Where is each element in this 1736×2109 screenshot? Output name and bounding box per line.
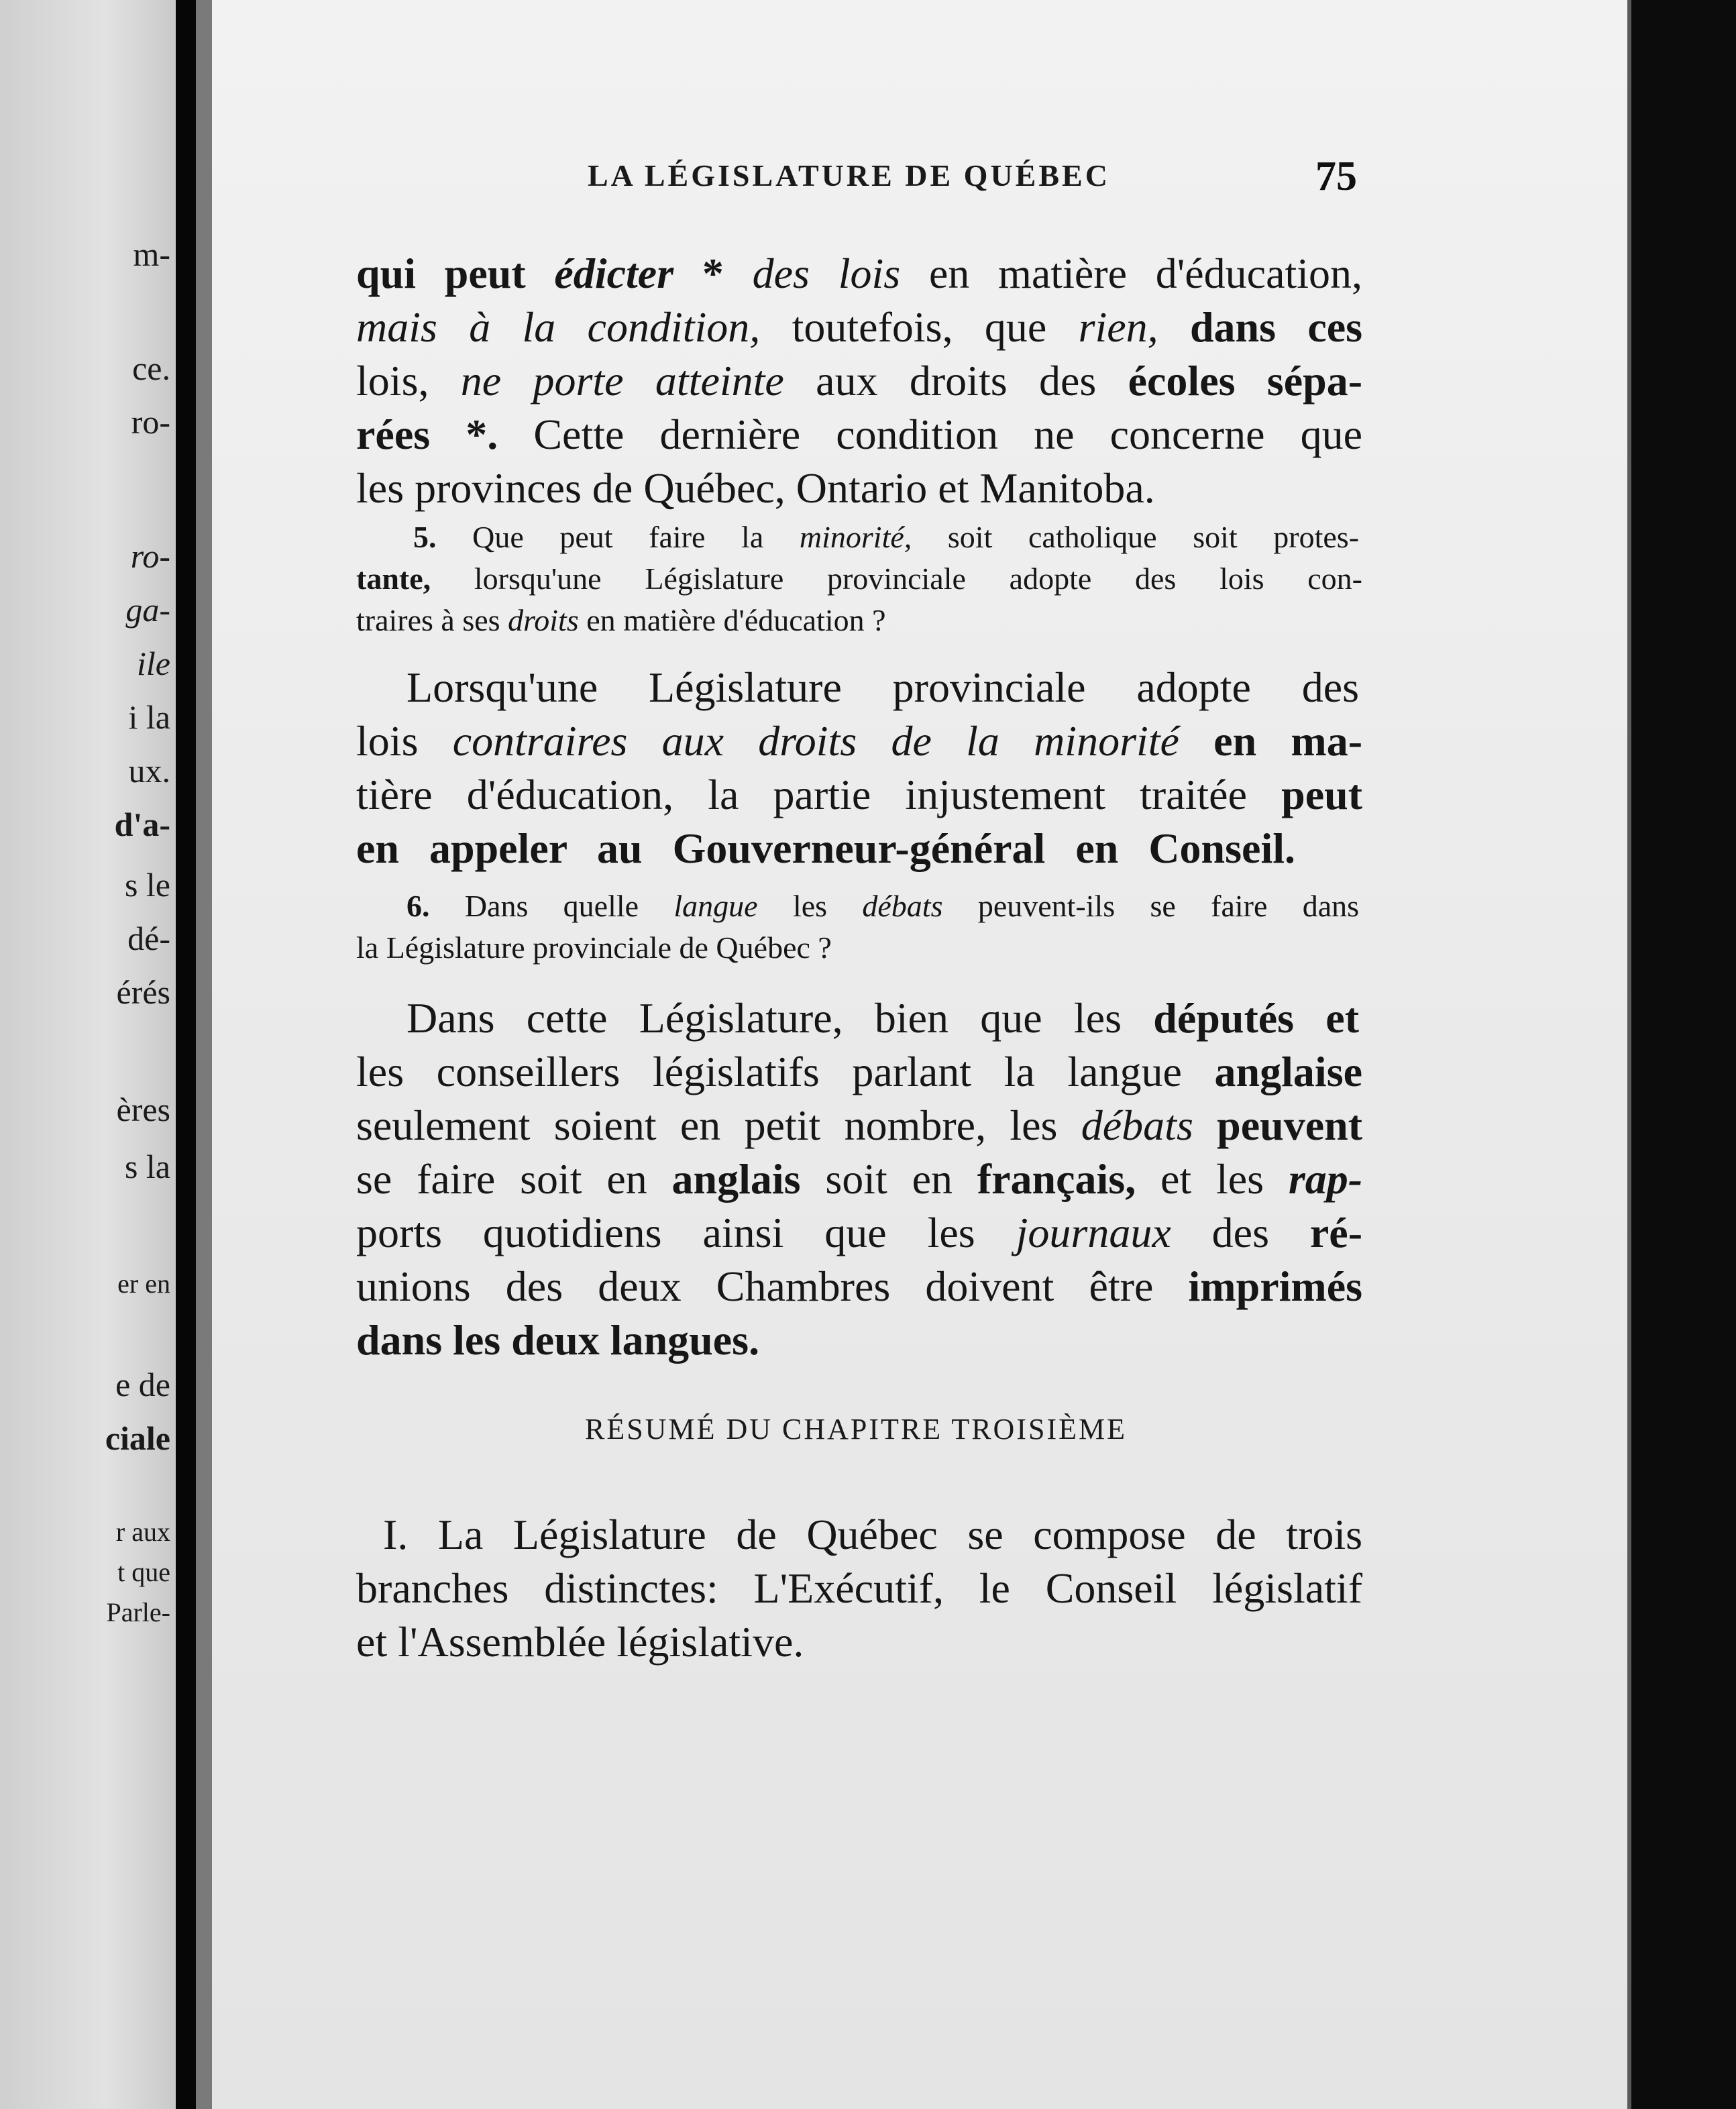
text-line: tière d'éducation, la partie injustement traitée peut (356, 771, 1363, 818)
text-line: seulement soient en petit nombre, les débats peuvent (356, 1101, 1363, 1149)
left-page-text: t que (117, 1557, 170, 1587)
left-page-text: s la (124, 1148, 170, 1185)
text-line: les provinces de Québec, Ontario et Manitoba. (356, 464, 1155, 512)
text-line: la Législature provinciale de Québec ? (356, 930, 832, 965)
text-line: et l'Assemblée législative. (356, 1618, 804, 1666)
left-page-text: ciale (105, 1419, 170, 1457)
left-page-text: ga- (125, 591, 170, 629)
left-page-text: er en (117, 1268, 170, 1299)
left-page-text: Parle- (106, 1597, 170, 1627)
text-line: 5. Que peut faire la minorité, soit catholique soit protes- (413, 520, 1360, 554)
text-line: lois, ne porte atteinte aux droits des écoles sépa- (356, 357, 1363, 404)
left-page-text: r aux (115, 1517, 170, 1547)
left-page-text: e de (115, 1366, 170, 1403)
left-page-text: érés (116, 973, 170, 1011)
text-line: rées *. Cette dernière condition ne concerne que (356, 411, 1363, 458)
left-page-text: dé- (127, 920, 170, 957)
text-line: qui peut édicter * des lois en matière d'éducation, (356, 250, 1363, 297)
text-line: les conseillers législatifs parlant la langue anglaise (356, 1048, 1363, 1095)
text-line: branches distinctes: L'Exécutif, le Conseil législatif (356, 1564, 1362, 1612)
book-page (212, 0, 1627, 2109)
page-number: 75 (1315, 154, 1357, 199)
left-page-fragment (0, 0, 176, 2109)
left-page-text: m- (133, 235, 170, 273)
page-edge (1627, 0, 1631, 2109)
page-gutter-edge (196, 0, 212, 2109)
scan-border (1627, 0, 1736, 2109)
running-head: LA LÉGISLATURE DE QUÉBEC (588, 158, 1110, 193)
text-line: dans les deux langues. (356, 1316, 760, 1364)
left-page-text: ux. (128, 752, 170, 790)
text-line: ports quotidiens ainsi que les journaux des ré- (356, 1209, 1363, 1256)
text-line: 6. Dans quelle langue les débats peuvent-ils se faire dans (406, 889, 1360, 923)
left-page-text: i la (128, 698, 170, 736)
text-line: mais à la condition, toutefois, que rien, dans ces (356, 303, 1363, 351)
left-page-text: ce. (132, 349, 170, 387)
text-line: unions des deux Chambres doivent être imprimés (356, 1262, 1363, 1310)
left-page-text: ro- (130, 537, 170, 575)
text-line: traires à ses droits en matière d'éducation ? (356, 603, 886, 637)
left-page-text: d'a- (114, 806, 170, 843)
text-line: en appeler au Gouverneur-général en Conseil. (356, 824, 1295, 872)
left-page-text: ile (137, 645, 170, 682)
left-page-text: ères (116, 1091, 170, 1128)
text-line: I. La Législature de Québec se compose de trois (383, 1511, 1362, 1558)
text-line: se faire soit en anglais soit en français, et les rap- (356, 1155, 1363, 1203)
text-line: tante, lorsqu'une Législature provinciale adopte des lois con- (356, 561, 1363, 596)
page-gutter (176, 0, 196, 2109)
summary-heading: RÉSUMÉ DU CHAPITRE TROISIÈME (584, 1413, 1127, 1446)
text-line: Dans cette Législature, bien que les députés et (406, 994, 1360, 1042)
left-page-text: s le (124, 866, 170, 904)
left-page-text: ro- (131, 403, 170, 441)
text-line: lois contraires aux droits de la minorité en ma- (356, 717, 1363, 765)
text-line: Lorsqu'une Législature provinciale adopte des (406, 663, 1359, 711)
